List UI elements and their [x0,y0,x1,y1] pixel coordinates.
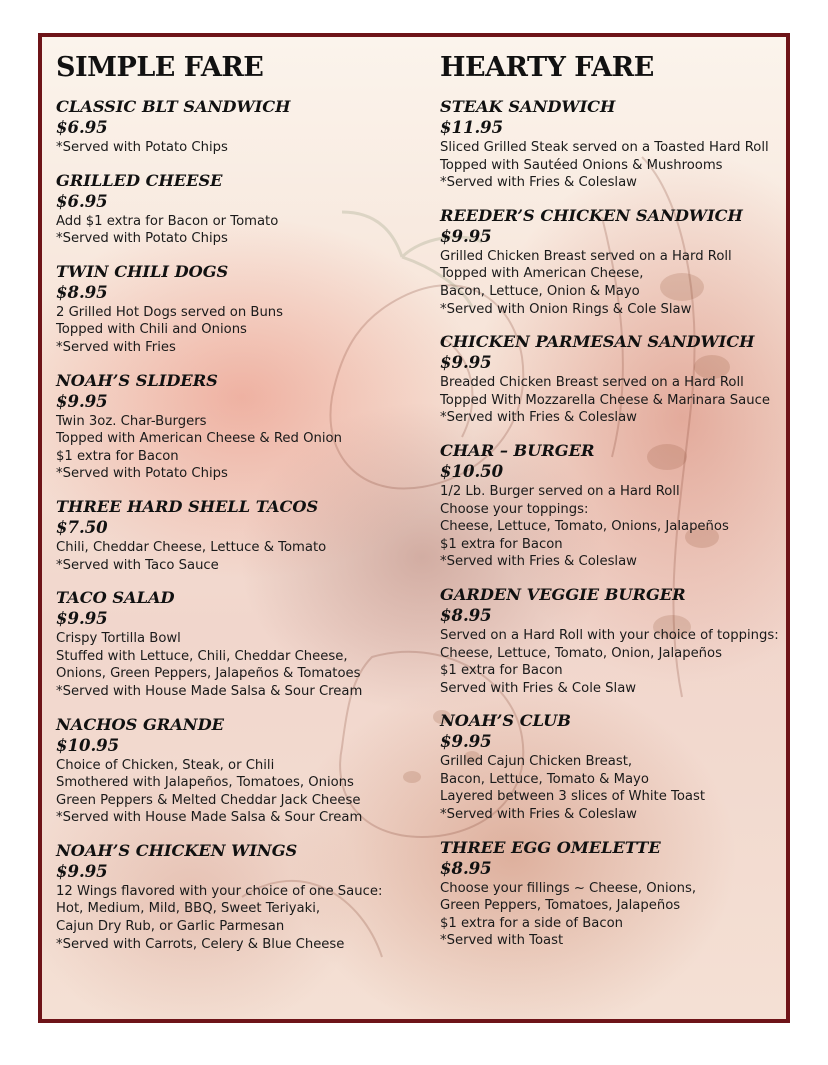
item-price: $6.95 [56,191,108,211]
item-description: Topped with Chili and Onions [56,322,247,338]
item-price: $9.95 [56,391,108,411]
item-description: Grilled Cajun Chicken Breast, [440,754,633,770]
item-description: Grilled Chicken Breast served on a Hard Roll [440,248,732,264]
item-description: *Served with Fries & Coleslaw [440,807,637,823]
menu-item [440,97,785,192]
item-description: Crispy Tortilla Bowl [56,631,181,647]
item-description: Served with Fries & Cole Slaw [440,680,637,696]
item-description: $1 extra for Bacon [440,663,563,679]
item-name: CLASSIC BLT SANDWICH [56,97,291,116]
item-description: Green Peppers & Melted Cheddar Jack Cheese [56,792,361,808]
item-description: 1/2 Lb. Burger served on a Hard Roll [440,483,680,499]
item-description: 12 Wings flavored with your choice of one Sauce: [56,883,383,899]
item-description: Onions, Green Peppers, Jalapeños & Tomatoes [56,666,361,682]
item-description: *Served with Fries [56,339,176,355]
item-description: Layered between 3 slices of White Toast [440,789,706,805]
item-description: *Served with Carrots, Celery & Blue Cheese [56,936,345,952]
menu-item [56,715,416,827]
item-description: *Served with House Made Salsa & Sour Cream [56,810,363,826]
item-description: *Served with Potato Chips [56,231,228,247]
menu-item [56,262,416,357]
item-description: *Served with Fries & Coleslaw [440,554,637,570]
section-title: HEARTY FARE [440,52,654,83]
item-price: $9.95 [440,732,492,752]
item-description: 2 Grilled Hot Dogs served on Buns [56,304,284,320]
item-name: TACO SALAD [56,588,175,608]
simple-fare-column [56,53,416,967]
item-description: Cheese, Lettuce, Tomato, Onion, Jalapeños [440,645,722,661]
item-name: THREE HARD SHELL TACOS [56,496,319,516]
item-description: Hot, Medium, Mild, BBQ, Sweet Teriyaki, [56,901,321,917]
item-name: CHAR – BURGER [440,440,595,460]
item-description: Served on a Hard Roll with your choice of toppings: [440,627,779,643]
item-price: $10.95 [56,735,120,755]
item-name: NOAH’S CHICKEN WINGS [56,840,298,860]
menu-item [56,588,416,700]
item-name: REEDER’S CHICKEN SANDWICH [440,205,743,225]
item-description: Cheese, Lettuce, Tomato, Onions, Jalapeños [440,519,729,535]
item-price: $8.95 [440,858,492,878]
item-description: Choose your fillings ~ Cheese, Onions, [440,880,697,896]
item-name: CHICKEN PARMESAN SANDWICH [440,332,755,352]
menu-item [56,171,416,248]
menu-item [440,332,785,427]
item-price: $9.95 [56,609,108,629]
menu-item [56,371,416,483]
item-description: *Served with House Made Salsa & Sour Cream [56,683,363,699]
item-description: Topped with American Cheese & Red Onion [56,431,342,447]
item-description: *Served with Onion Rings & Cole Slaw [440,301,692,317]
item-description: Stuffed with Lettuce, Chili, Cheddar Cheese, [56,648,348,664]
item-name: STEAK SANDWICH [440,97,616,116]
item-description: Bacon, Lettuce, Tomato & Mayo [440,771,649,787]
menu-item-list [440,97,785,950]
menu-item [56,841,416,953]
item-description: Green Peppers, Tomatoes, Jalapeños [440,898,681,914]
item-description: Twin 3oz. Char-Burgers [56,413,207,429]
item-price: $8.95 [440,605,492,625]
menu-item [440,711,785,823]
item-description: *Served with Potato Chips [56,466,228,482]
item-description: *Served with Potato Chips [56,140,228,155]
item-name: GARDEN VEGGIE BURGER [440,584,686,604]
item-name: THREE EGG OMELETTE [440,837,661,857]
item-description: Add $1 extra for Bacon or Tomato [56,213,279,229]
item-description: Smothered with Jalapeños, Tomatoes, Onions [56,775,354,791]
item-description: $1 extra for Bacon [440,536,563,552]
item-price: $6.95 [56,118,108,137]
item-price: $7.50 [56,517,108,537]
section-title: SIMPLE FARE [56,52,264,83]
hearty-fare-column [440,53,785,964]
menu-item [56,497,416,574]
item-price: $9.95 [440,226,492,246]
menu-item [440,838,785,950]
item-name: NOAH’S SLIDERS [56,370,218,390]
item-description: $1 extra for a side of Bacon [440,915,624,931]
item-description: *Served with Taco Sauce [56,557,219,573]
item-description: Choose your toppings: [440,501,589,517]
item-price: $9.95 [440,353,492,373]
menu-item [440,585,785,697]
menu-frame [38,33,790,1023]
item-description: Choice of Chicken, Steak, or Chili [56,757,275,773]
item-name: GRILLED CHEESE [56,170,223,190]
item-name: NOAH’S CLUB [440,711,571,731]
menu-item [440,206,785,318]
item-description: Bacon, Lettuce, Onion & Mayo [440,283,640,299]
item-description: *Served with Fries & Coleslaw [440,410,637,426]
item-description: Sliced Grilled Steak served on a Toasted Hard Roll [440,140,769,155]
item-price: $9.95 [56,861,108,881]
item-price: $8.95 [56,282,108,302]
item-name: TWIN CHILI DOGS [56,261,229,281]
menu-item [56,97,416,157]
menu-item [440,441,785,571]
item-price: $10.50 [440,461,504,481]
item-description: Topped with American Cheese, [440,266,644,282]
item-description: Chili, Cheddar Cheese, Lettuce & Tomato [56,539,327,555]
menu-item-list [56,97,416,953]
item-description: *Served with Toast [440,933,564,949]
item-description: *Served with Fries & Coleslaw [440,175,637,191]
item-description: Cajun Dry Rub, or Garlic Parmesan [56,919,285,935]
item-description: Topped with Sautéed Onions & Mushrooms [440,157,723,173]
item-description: Topped With Mozzarella Cheese & Marinara Sauce [440,392,770,408]
item-description: Breaded Chicken Breast served on a Hard Roll [440,375,744,391]
item-price: $11.95 [440,118,504,137]
item-description: $1 extra for Bacon [56,448,179,464]
item-name: NACHOS GRANDE [56,714,224,734]
